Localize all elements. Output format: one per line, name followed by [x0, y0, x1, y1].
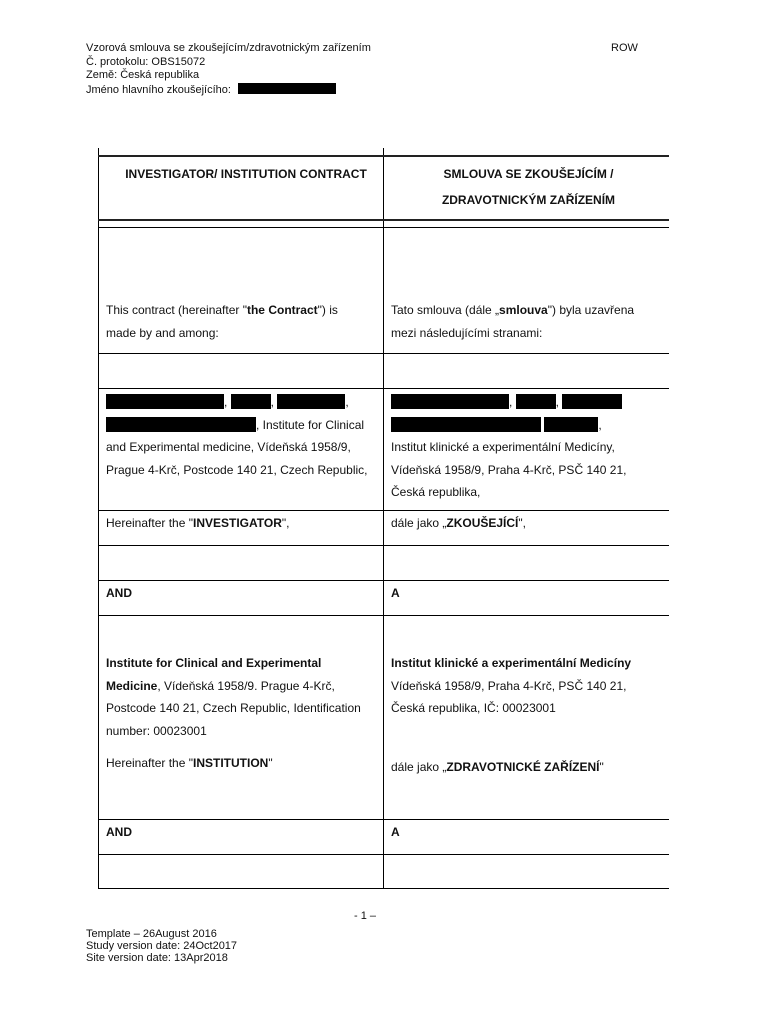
party-institution-english	[106, 652, 386, 742]
def-cz-text: ",	[518, 516, 526, 530]
institution-definition-czech	[391, 756, 666, 779]
table-left-border	[98, 148, 99, 889]
header-region-tag: ROW	[611, 42, 638, 54]
party-investigator-english: , , , , Institute for Clinical and Experimental medicine, Vídeňská 1958/9, Prague 4-Krč, Postcode 140 21, Czech Republic,	[106, 395, 368, 477]
investigator-definition-czech	[391, 512, 666, 535]
party-investigator-czech: , , , Institut klinické a experimentální Medicíny, Vídeňská 1958/9, Praha 4-Krč, PSČ 140 21, Česká republika,	[391, 395, 627, 499]
institution-definition-english	[106, 752, 386, 775]
intro-cz-text: Tato smlouva (dále „	[391, 303, 500, 317]
table-rule	[98, 854, 669, 855]
redaction-box	[231, 394, 271, 409]
party1-en-text: Prague 4-Krč, Postcode 140 21, Czech Republic,	[106, 462, 368, 477]
party-institution-czech	[391, 652, 666, 720]
party1-cz-text: Vídeňská 1958/9, Praha 4-Krč, PSČ 140 21,	[391, 462, 627, 477]
intro-czech	[391, 299, 666, 344]
header-title: Vzorová smlouva se zkoušejícím/zdravotnickým zařízením	[86, 42, 371, 54]
title-english: INVESTIGATOR/ INSTITUTION CONTRACT	[125, 167, 367, 181]
institution-name-en: Institute for Clinical and Experimental	[106, 656, 322, 670]
and-connector-czech: A	[391, 825, 400, 839]
party1-cz-text: Česká republika,	[391, 485, 481, 499]
redaction-box	[516, 394, 556, 409]
defined-term-investigator: INVESTIGATOR	[192, 516, 282, 530]
header-country: Země: Česká republika	[86, 69, 200, 81]
def-en-text: "	[268, 756, 273, 770]
defined-term-institution: INSTITUTION	[192, 756, 269, 770]
institution-name-cz: Institut klinické a experimentální Medicíny	[391, 656, 632, 670]
party1-en-text: , Institute for Clinical	[256, 417, 365, 432]
header-investigator-row	[86, 83, 371, 98]
redaction-box	[391, 417, 541, 432]
document-footer	[86, 928, 237, 964]
institution-cz-text: Česká republika, IČ: 00023001	[391, 701, 556, 715]
def-cz-text: "	[599, 760, 604, 774]
def-cz-text: dále jako „	[391, 760, 447, 774]
def-cz-text: dále jako „	[391, 516, 447, 530]
intro-en-text: made by and among:	[106, 325, 219, 340]
contract-table	[98, 148, 669, 889]
header-protocol: Č. protokolu: OBS15072	[86, 55, 206, 68]
title-czech-line1: SMLOUVA SE ZKOUŠEJÍCÍM /	[443, 167, 614, 181]
table-rule	[98, 615, 669, 616]
redaction-box	[544, 417, 598, 432]
redaction-box	[106, 417, 256, 432]
party1-cz-text: Institut klinické a experimentální Medicíny,	[391, 440, 615, 454]
intro-cz-text: ") byla uzavřena	[547, 303, 635, 317]
redaction-box	[562, 394, 622, 409]
institution-en-text: , Vídeňská 1958/9. Prague 4-Krč,	[157, 678, 335, 693]
table-rule	[98, 819, 669, 820]
intro-cz-text: mezi následujícími stranami:	[391, 325, 543, 340]
intro-english	[106, 299, 386, 344]
footer-template-date: Template – 26August 2016	[86, 928, 217, 940]
header-investigator-label: Jméno hlavního zkoušejícího:	[86, 83, 231, 96]
def-en-text: Hereinafter the "	[106, 756, 193, 770]
intro-cz-defined-term: smlouva	[499, 303, 548, 317]
redaction-box	[106, 394, 224, 409]
defined-term-zdravotnicke-zarizeni: ZDRAVOTNICKÉ ZAŘÍZENÍ	[446, 760, 600, 774]
table-rule	[98, 580, 669, 581]
redaction-box	[238, 83, 336, 94]
footer-site-version: Site version date: 13Apr2018	[86, 952, 228, 964]
table-rule	[98, 219, 669, 221]
redaction-box	[277, 394, 345, 409]
table-rule	[98, 888, 669, 889]
table-rule	[98, 227, 669, 228]
intro-en-text: This contract (hereinafter "	[106, 303, 247, 317]
table-rule	[98, 545, 669, 546]
table-rule	[98, 353, 669, 354]
institution-en-text: number: 00023001	[106, 723, 207, 738]
def-en-text: ",	[281, 516, 290, 530]
page-number: - 1 –	[354, 910, 377, 922]
footer-study-version: Study version date: 24Oct2017	[86, 940, 238, 952]
title-czech-line2: ZDRAVOTNICKÝM ZAŘÍZENÍM	[441, 193, 616, 207]
table-rule	[98, 388, 669, 389]
and-connector-english: AND	[106, 586, 132, 600]
institution-cz-text: Vídeňská 1958/9, Praha 4-Krč, PSČ 140 21,	[391, 678, 627, 693]
and-connector-czech: A	[391, 586, 400, 600]
investigator-definition-english	[106, 512, 386, 535]
table-rule	[98, 155, 669, 157]
document-header	[86, 42, 371, 97]
def-en-text: Hereinafter the "	[106, 516, 193, 530]
party1-en-text: and Experimental medicine, Vídeňská 1958/9,	[106, 440, 351, 454]
institution-name-en: Medicine	[106, 678, 158, 693]
intro-en-defined-term: the Contract	[246, 303, 318, 317]
intro-en-text: ") is	[317, 303, 338, 317]
table-rule	[98, 510, 669, 511]
redaction-box	[391, 394, 509, 409]
and-connector-english: AND	[106, 825, 132, 839]
defined-term-zkousejici: ZKOUŠEJÍCÍ	[446, 516, 519, 530]
institution-en-text: Postcode 140 21, Czech Republic, Identification	[106, 701, 361, 715]
